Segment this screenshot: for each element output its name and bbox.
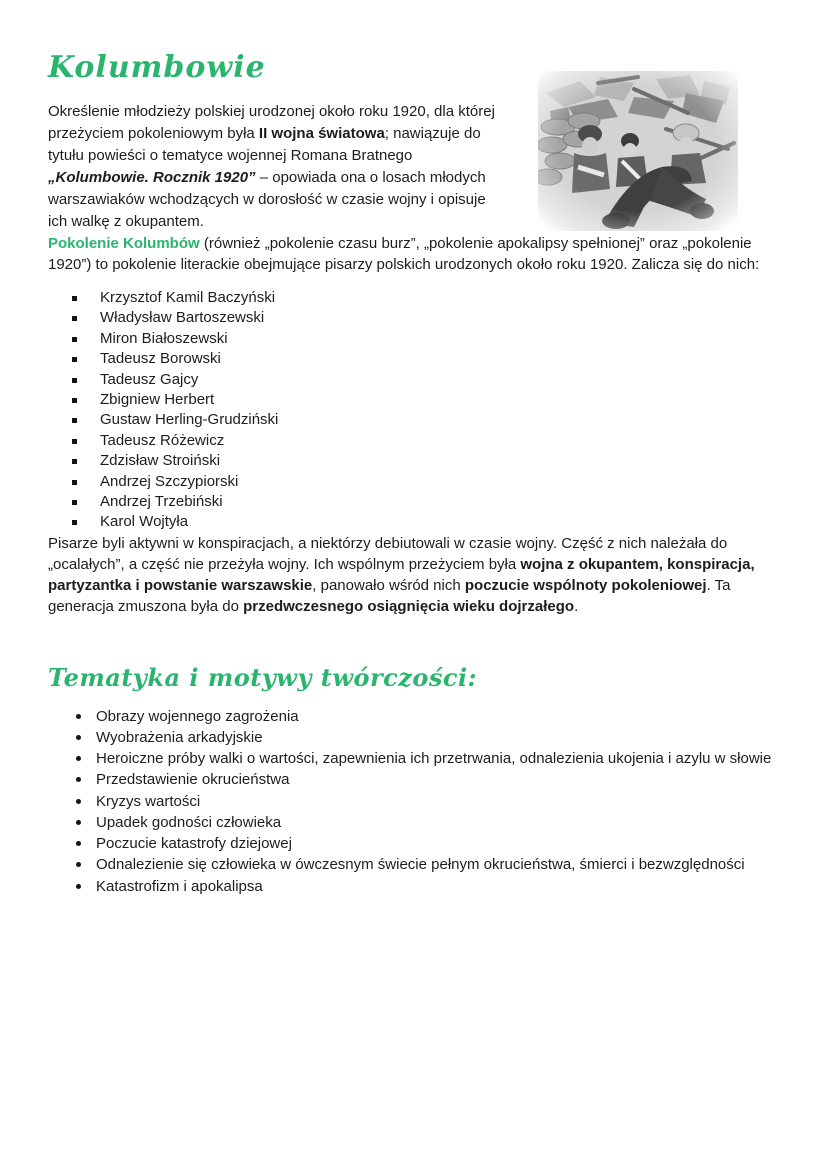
- section-title-themes: Tematyka i motywy twórczości:: [48, 662, 478, 692]
- bullet-square-icon: [72, 357, 77, 362]
- summary-text: Pisarze byli aktywni w konspiracjach, a niektórzy debiutowali w czasie wojny. Część z nich należała do „ocalałych”, a część nie przeżyła wojny. Ich wspólnym przeżyciem była: [48, 534, 728, 573]
- summary-text: . Ta generacja zmuszona była do: [48, 576, 731, 615]
- list-item: [76, 727, 790, 748]
- summary-text: .: [574, 597, 579, 615]
- theme-text: Przedstawienie okrucieństwa: [96, 771, 290, 789]
- writer-name: Zdzisław Stroiński: [100, 452, 221, 470]
- writer-name: Andrzej Trzebiński: [100, 493, 223, 511]
- themes-list: [48, 706, 790, 897]
- bullet-dot-icon: [76, 756, 81, 761]
- list-item: [72, 431, 790, 451]
- list-item: [72, 288, 790, 308]
- writer-name: Karol Wojtyła: [100, 513, 189, 531]
- generation-paragraph: [48, 233, 790, 275]
- summary-paragraph: [48, 533, 790, 617]
- theme-text: Odnalezienie się człowieka w ówczesnym świecie pełnym okrucieństwa, śmierci i bezwzględności: [96, 856, 745, 874]
- generation-lead: Pokolenie Kolumbów: [48, 235, 200, 252]
- list-item: [72, 329, 790, 349]
- bullet-dot-icon: [76, 714, 81, 719]
- summary-bold: poczucie wspólnoty pokoleniowej: [464, 576, 707, 594]
- bullet-dot-icon: [76, 820, 81, 825]
- bullet-dot-icon: [76, 884, 81, 889]
- page-title: Kolumbowie: [48, 50, 266, 85]
- intro-text: – opowiada ona o losach młodych warszawiaków wchodzących w dorosłość w czasie wojny i opisuje ich walkę z okupantem.: [48, 169, 486, 230]
- bullet-square-icon: [72, 520, 77, 525]
- writer-name: Krzysztof Kamil Baczyński: [100, 289, 276, 306]
- theme-text: Poczucie katastrofy dziejowej: [96, 835, 292, 853]
- bullet-square-icon: [72, 316, 77, 321]
- list-item: [76, 833, 790, 854]
- theme-text: Upadek godności człowieka: [96, 813, 282, 831]
- bullet-square-icon: [72, 337, 77, 342]
- writer-name: Tadeusz Gajcy: [100, 370, 199, 388]
- list-item: [72, 308, 790, 328]
- writer-name: Gustaw Herling-Grudziński: [100, 411, 279, 429]
- list-item: [76, 748, 790, 769]
- writer-name: Andrzej Szczypiorski: [100, 472, 239, 490]
- list-item: [72, 451, 790, 471]
- summary-bold: przedwczesnego osiągnięcia wieku dojrzałego: [243, 597, 575, 615]
- summary-bold: wojna z okupantem, konspiracja, partyzantka i powstanie warszawskie: [48, 555, 755, 594]
- intro-section: [48, 101, 790, 233]
- theme-text: Heroiczne próby walki o wartości, zapewnienia ich przetrwania, odnalezienia ukojenia i azylu w słowie: [96, 750, 772, 768]
- list-item: [72, 370, 790, 390]
- writer-name: Miron Białoszewski: [100, 329, 228, 347]
- bullet-square-icon: [72, 459, 77, 464]
- bullet-square-icon: [72, 418, 77, 423]
- war-photo: [538, 71, 738, 231]
- writer-name: Tadeusz Różewicz: [100, 431, 225, 449]
- intro-text: Określenie młodzieży polskiej urodzonej około roku 1920, dla której przeżyciem pokoleniowym była: [48, 103, 495, 142]
- list-item: [72, 472, 790, 492]
- theme-text: Kryzys wartości: [96, 792, 201, 810]
- bullet-dot-icon: [76, 841, 81, 846]
- bullet-square-icon: [72, 296, 77, 301]
- bullet-square-icon: [72, 378, 77, 383]
- list-item: [76, 854, 790, 875]
- list-item: [72, 492, 790, 512]
- intro-paragraph: [48, 101, 500, 233]
- writer-name: Tadeusz Borowski: [100, 350, 221, 368]
- list-item: [76, 791, 790, 812]
- bullet-dot-icon: [76, 799, 81, 804]
- list-item: [72, 410, 790, 430]
- bullet-dot-icon: [76, 777, 81, 782]
- theme-text: Wyobrażenia arkadyjskie: [96, 729, 263, 747]
- theme-text: Obrazy wojennego zagrożenia: [96, 707, 299, 725]
- bullet-dot-icon: [76, 735, 81, 740]
- intro-text: ; nawiązuje do tytułu powieści o tematyce wojennej Romana Bratnego: [48, 125, 481, 164]
- list-item: [76, 812, 790, 833]
- list-item: [76, 769, 790, 790]
- bullet-square-icon: [72, 480, 77, 485]
- intro-bold-ww2: II wojna światowa: [258, 125, 385, 142]
- writer-name: Zbigniew Herbert: [100, 391, 215, 409]
- list-item: [76, 876, 790, 897]
- list-item: [72, 349, 790, 369]
- bullet-dot-icon: [76, 862, 81, 867]
- writers-list: [48, 288, 790, 533]
- intro-book-title: „Kolumbowie. Rocznik 1920”: [48, 169, 256, 186]
- list-item: [76, 706, 790, 727]
- summary-text: , panowało wśród nich: [312, 576, 465, 594]
- theme-text: Katastrofizm i apokalipsa: [96, 877, 263, 895]
- bullet-square-icon: [72, 500, 77, 505]
- list-item: [72, 512, 790, 532]
- generation-text: (również „pokolenie czasu burz”, „pokolenie apokalipsy spełnionej” oraz „pokolenie 1920”) to pokolenie literackie obejmujące pisarzy polskich urodzonych około roku 1920. Zalicza się do nich:: [48, 235, 760, 273]
- bullet-square-icon: [72, 398, 77, 403]
- writer-name: Władysław Bartoszewski: [100, 309, 265, 327]
- list-item: [72, 390, 790, 410]
- bullet-square-icon: [72, 439, 77, 444]
- war-photo-illustration: [538, 71, 738, 231]
